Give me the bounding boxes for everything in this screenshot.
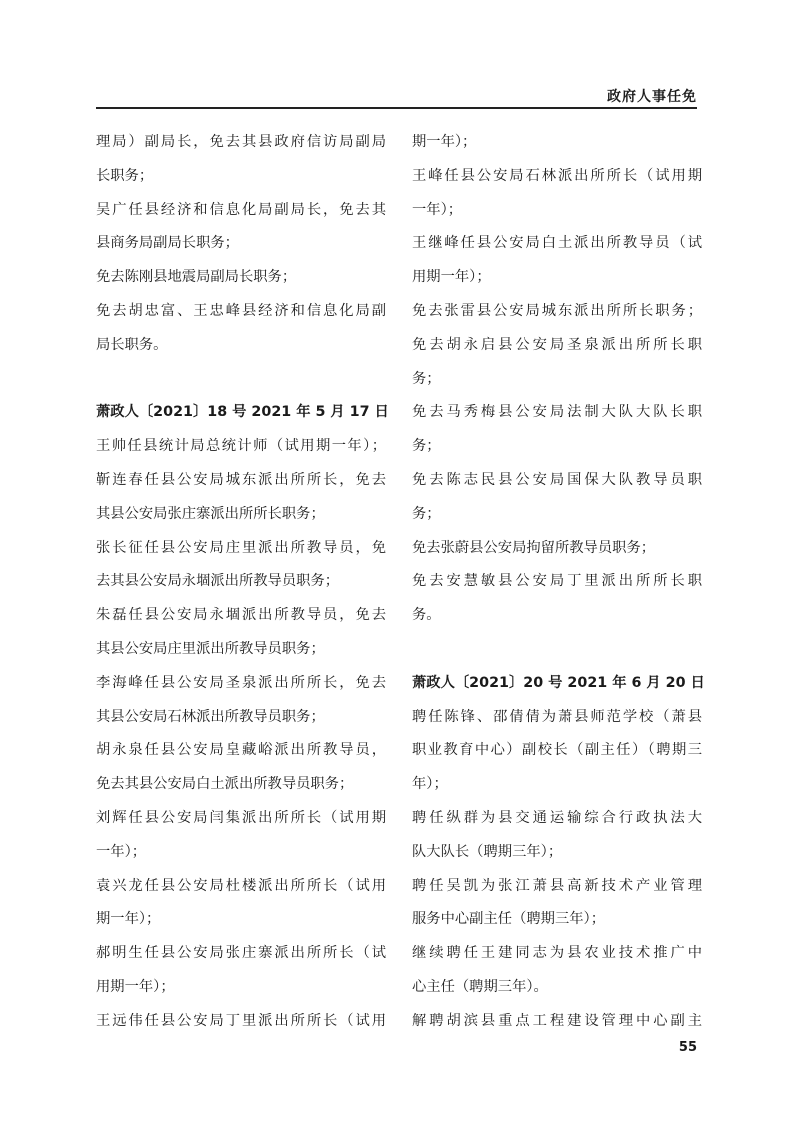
text-line: 期一年）； bbox=[412, 134, 477, 150]
right-column bbox=[412, 126, 705, 1039]
text-line: 免去陈志民县公安局国保大队教导员职 bbox=[412, 471, 702, 488]
text-line: 免去胡永启县公安局圣泉派出所所长职 bbox=[412, 336, 702, 353]
text-line: 免去胡忠富、王忠峰县经济和信息化局副 bbox=[96, 302, 386, 319]
text-line: 聘任吴凯为张江萧县高新技术产业管理 bbox=[412, 877, 702, 894]
text-line: 服务中心副主任（聘期三年）； bbox=[412, 911, 606, 928]
text-line: 王远伟任县公安局丁里派出所所长（试用 bbox=[96, 1012, 386, 1029]
header-rule bbox=[96, 107, 697, 109]
text-line: 朱磊任县公安局永堌派出所教导员，免去 bbox=[96, 607, 386, 624]
text-line: 务； bbox=[412, 438, 441, 455]
paragraph-gap bbox=[412, 633, 702, 667]
text-line: 王帅任县统计局总统计师（试用期一年）； bbox=[96, 438, 386, 455]
text-line: 队大队长（聘期三年）； bbox=[412, 843, 563, 860]
text-line: 其县公安局庄里派出所教导员职务； bbox=[96, 640, 325, 657]
text-line: 一年）； bbox=[96, 843, 147, 860]
text-line: 免去其县公安局白土派出所教导员职务； bbox=[96, 776, 354, 793]
text-line: 解聘胡滨县重点工程建设管理中心副主 bbox=[412, 1012, 702, 1029]
page-number: 55 bbox=[678, 1040, 697, 1055]
text-line: 用期一年）； bbox=[96, 978, 175, 995]
text-line: 胡永泉任县公安局皇藏峪派出所教导员， bbox=[96, 742, 386, 759]
text-line: 免去马秀梅县公安局法制大队大队长职 bbox=[412, 404, 702, 421]
text-line: 县商务局副局长职务； bbox=[96, 235, 239, 252]
text-line: 吴广任县经济和信息化局副局长，免去其 bbox=[96, 201, 386, 218]
decree-heading: 萧政人〔2021〕20 号 2021 年 6 月 20 日 bbox=[412, 674, 705, 691]
text-line: 年）； bbox=[412, 776, 448, 793]
left-column bbox=[96, 126, 389, 1039]
text-line: 期一年）； bbox=[96, 911, 161, 928]
text-line: 王继峰任县公安局白土派出所教导员（试 bbox=[412, 235, 702, 252]
text-line: 其县公安局石林派出所教导员职务； bbox=[96, 708, 325, 725]
text-line: 继续聘任王建同志为县农业技术推广中 bbox=[412, 945, 702, 962]
text-line: 职业教育中心）副校长（副主任）（聘期三 bbox=[412, 742, 702, 759]
running-header-title: 政府人事任免 bbox=[607, 89, 697, 105]
text-line: 郝明生任县公安局张庄寨派出所所长（试 bbox=[96, 945, 386, 962]
text-line: 张长征任县公安局庄里派出所教导员，免 bbox=[96, 539, 386, 556]
text-line: 务； bbox=[412, 505, 441, 522]
text-line: 心主任（聘期三年）。 bbox=[412, 978, 548, 995]
text-line: 一年）； bbox=[412, 201, 463, 218]
decree-heading: 萧政人〔2021〕18 号 2021 年 5 月 17 日 bbox=[96, 404, 389, 421]
text-line: 局长职务。 bbox=[96, 336, 168, 353]
text-line: 其县公安局张庄寨派出所所长职务； bbox=[96, 505, 325, 522]
text-line: 靳连春任县公安局城东派出所所长，免去 bbox=[96, 471, 386, 488]
text-line: 免去安慧敏县公安局丁里派出所所长职 bbox=[412, 573, 702, 590]
text-line: 理局）副局长，免去其县政府信访局副局 bbox=[96, 134, 386, 150]
text-line: 王峰任县公安局石林派出所所长（试用期 bbox=[412, 167, 702, 184]
text-line: 免去张蔚县公安局拘留所教导员职务； bbox=[412, 539, 656, 556]
text-line: 免去陈刚县地震局副局长职务； bbox=[96, 269, 297, 286]
text-line: 袁兴龙任县公安局杜楼派出所所长（试用 bbox=[96, 877, 386, 894]
text-line: 务。 bbox=[412, 607, 441, 624]
text-line: 聘任纵群为县交通运输综合行政执法大 bbox=[412, 809, 702, 826]
text-line: 聘任陈锋、邵倩倩为萧县师范学校（萧县 bbox=[412, 708, 702, 725]
text-line: 务； bbox=[412, 370, 441, 387]
text-line: 刘辉任县公安局闫集派出所所长（试用期 bbox=[96, 809, 386, 826]
text-line: 免去张雷县公安局城东派出所所长职务； bbox=[412, 302, 702, 319]
text-line: 李海峰任县公安局圣泉派出所所长，免去 bbox=[96, 674, 386, 691]
paragraph-gap bbox=[96, 363, 386, 397]
text-line: 用期一年）； bbox=[412, 269, 491, 286]
text-line: 长职务； bbox=[96, 167, 154, 184]
text-line: 去其县公安局永堌派出所教导员职务； bbox=[96, 573, 340, 590]
